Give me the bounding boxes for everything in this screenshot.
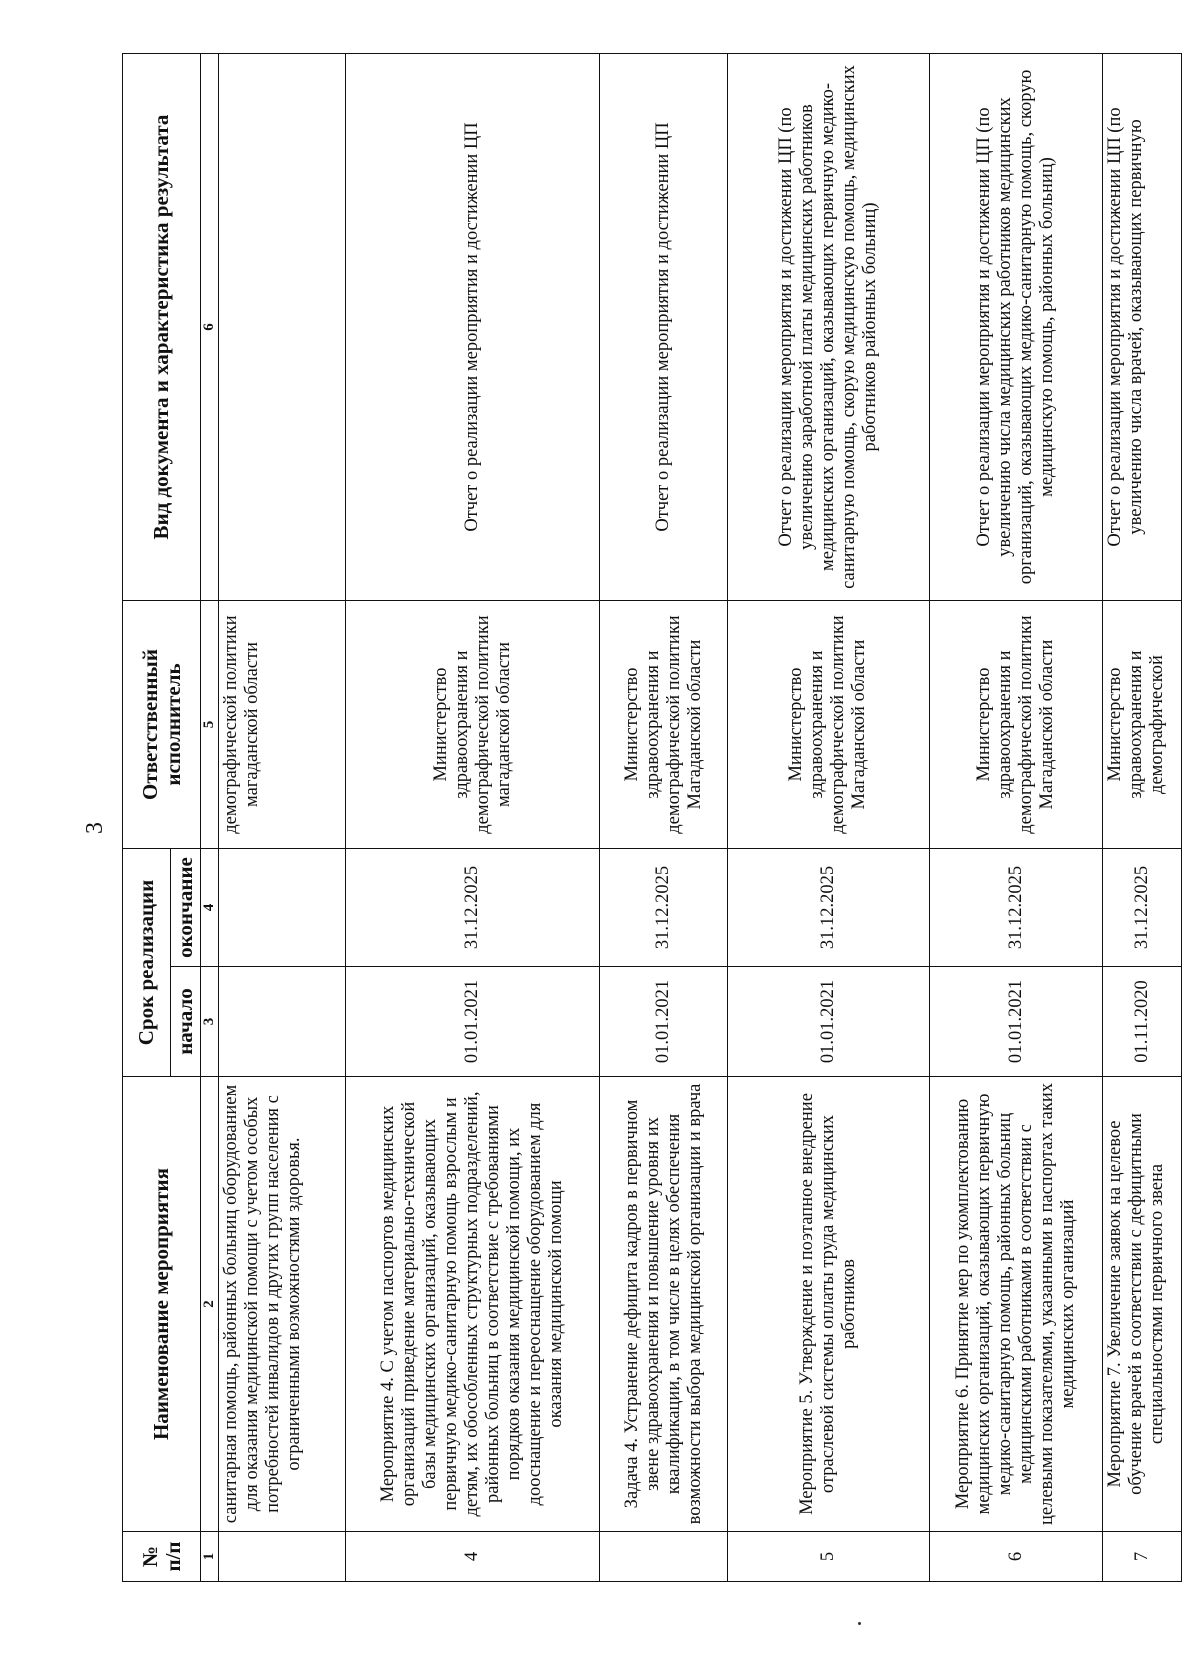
- row-num: 5: [727, 1532, 929, 1582]
- row-end: 31.12.2025: [346, 849, 600, 967]
- row-name: Мероприятие 6. Принятие мер по укомплектованию медицинских организаций, оказывающих первичную медико-санитарную помощь, районных больниц медицинскими работниками в соответствии с целевыми показателями, указанными в паспортах таких медицинских организаций: [929, 1077, 1102, 1532]
- row-name: Задача 4. Устранение дефицита кадров в первичном звене здравоохранения и повышение уровня их квалификации, в том числе в целях обеспечения возможности выбора медицинской организации и врача: [600, 1077, 727, 1532]
- stray-mark: [858, 1622, 861, 1625]
- measures-table: [122, 53, 1182, 1582]
- col-number: 4: [201, 849, 219, 967]
- row-executor: Министерство здравоохранения и демографической: [1103, 601, 1182, 849]
- row-executor: Министерство здравоохранения и демографической политики магаданской области: [346, 601, 600, 849]
- page-number: 3: [82, 822, 108, 834]
- table-row: [929, 54, 1102, 1582]
- row-executor: Министерство здравоохранения и демографической политики Магаданской области: [929, 601, 1102, 849]
- col-number: 1: [201, 1532, 219, 1582]
- row-end: 31.12.2025: [929, 849, 1102, 967]
- row-num: [600, 1532, 727, 1582]
- row-num: 7: [1103, 1532, 1182, 1582]
- header-end: окончание: [171, 849, 201, 967]
- row-end: 31.12.2025: [1103, 849, 1182, 967]
- row-num: 6: [929, 1532, 1102, 1582]
- table-row: [1103, 54, 1182, 1582]
- row-executor: Министерство здравоохранения и демографической политики Магаданской области: [727, 601, 929, 849]
- row-start: 01.01.2021: [727, 967, 929, 1077]
- row-doc: Отчет о реализации мероприятия и достижении ЦП (по увеличению числа врачей, оказывающих первичную: [1103, 54, 1182, 601]
- table-row: [600, 54, 727, 1582]
- column-number-row: [201, 54, 219, 1582]
- row-executor: Министерство здравоохранения и демографической политики Магаданской области: [600, 601, 727, 849]
- header-doc: Вид документа и характеристика результата: [123, 54, 201, 601]
- row-end: [219, 849, 346, 967]
- col-number: 5: [201, 601, 219, 849]
- row-name: Мероприятие 4. С учетом паспортов медицинских организаций приведение материально-технической базы медицинских организаций, оказывающих первичную медико-санитарную помощь взрослым и детям, их обособленных структурных подразделений, районных больниц в соответствие с требованиями порядков оказания медицинской помощи, их дооснащение и переоснащение оборудованием для оказания медицинской помощи: [346, 1077, 600, 1532]
- row-doc: Отчет о реализации мероприятия и достижении ЦП: [346, 54, 600, 601]
- header-period: Срок реализации: [123, 849, 171, 1077]
- header-row: [123, 54, 171, 1582]
- row-start: 01.11.2020: [1103, 967, 1182, 1077]
- row-start: 01.01.2021: [600, 967, 727, 1077]
- header-executor: Ответственный исполнитель: [123, 601, 201, 849]
- row-doc: Отчет о реализации мероприятия и достижении ЦП: [600, 54, 727, 601]
- header-name: Наименование мероприятия: [123, 1077, 201, 1532]
- row-start: 01.01.2021: [346, 967, 600, 1077]
- row-start: 01.01.2021: [929, 967, 1102, 1077]
- row-start: [219, 967, 346, 1077]
- row-doc: [219, 54, 346, 601]
- table-row: [219, 54, 346, 1582]
- row-num: [219, 1532, 346, 1582]
- row-num: 4: [346, 1532, 600, 1582]
- row-end: 31.12.2025: [727, 849, 929, 967]
- row-executor: демографической политики магаданской области: [219, 601, 346, 849]
- col-number: 6: [201, 54, 219, 601]
- table-row: [727, 54, 929, 1582]
- row-name: Мероприятие 7. Увеличение заявок на целевое обучение врачей в соответствии с дефицитными специальностями первичного звена: [1103, 1077, 1182, 1532]
- table-row: [346, 54, 600, 1582]
- header-start: начало: [171, 967, 201, 1077]
- header-num: № п/п: [123, 1532, 201, 1582]
- col-number: 2: [201, 1077, 219, 1532]
- col-number: 3: [201, 967, 219, 1077]
- row-name: Мероприятие 5. Утверждение и поэтапное внедрение отраслевой системы оплаты труда медицинских работников: [727, 1077, 929, 1532]
- row-end: 31.12.2025: [600, 849, 727, 967]
- row-doc: Отчет о реализации мероприятия и достижении ЦП (по увеличению числа медицинских работников медицинских организаций, оказывающих медико-санитарную помощь, скорую медицинскую помощь, районных больниц): [929, 54, 1102, 601]
- rotated-page: [122, 54, 1182, 1582]
- row-name: санитарная помощь, районных больниц оборудованием для оказания медицинской помощи с учетом особых потребностей инвалидов и других групп населения с ограниченными возможностями здоровья.: [219, 1077, 346, 1532]
- row-doc: Отчет о реализации мероприятия и достижении ЦП (по увеличению заработной платы медицинских работников медицинских организаций, оказывающих первичную медико-санитарную помощь, скорую медицинскую помощь, медицинских работников районных больниц): [727, 54, 929, 601]
